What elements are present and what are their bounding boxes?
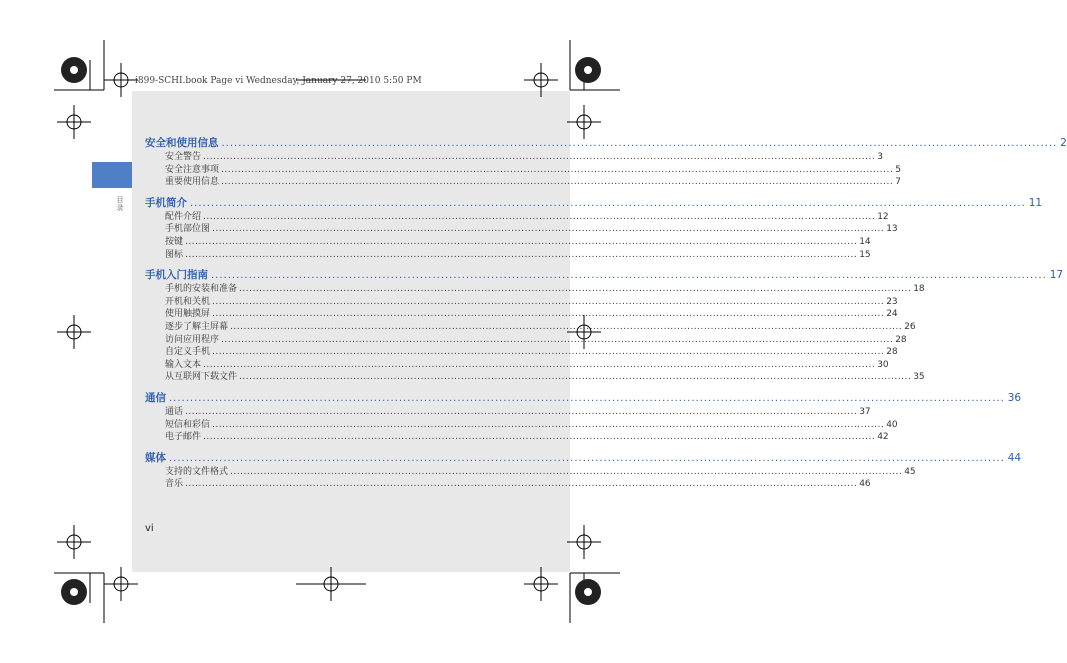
item-title: 配件介绍 xyxy=(165,211,202,222)
item-title: 重要使用信息 xyxy=(165,177,220,188)
item-page-number: 28 xyxy=(895,334,907,345)
leader-dots: ........................................................................................................................................................................................................ xyxy=(221,177,894,188)
leader-dots: ........................................................................................................................................................................................................ xyxy=(169,452,1005,464)
toc-item-entry[interactable] xyxy=(145,369,925,383)
toc-section-entry[interactable] xyxy=(145,267,1064,282)
item-page-number: 14 xyxy=(859,236,871,247)
item-title: 使用触摸屏 xyxy=(165,309,211,320)
item-page-number: 37 xyxy=(859,406,871,417)
toc-item-entry[interactable] xyxy=(145,174,901,188)
crosshair-mark xyxy=(567,105,601,139)
leader-dots: ........................................................................................................................................................................................................ xyxy=(211,270,1047,282)
item-title: 访问应用程序 xyxy=(165,334,220,345)
item-title: 逐步了解主屏幕 xyxy=(165,321,229,332)
leader-dots: ........................................................................................................................................................................................................ xyxy=(212,296,885,307)
leader-dots: ........................................................................................................................................................................................................ xyxy=(185,236,858,247)
section-title: 媒体 xyxy=(145,451,166,464)
item-page-number: 42 xyxy=(877,432,889,443)
item-title: 短信和彩信 xyxy=(165,419,211,430)
leader-dots: ........................................................................................................................................................................................................ xyxy=(203,211,876,222)
leader-dots: ........................................................................................................................................................................................................ xyxy=(212,224,885,235)
item-page-number: 40 xyxy=(886,419,898,430)
item-title: 按键 xyxy=(165,236,184,247)
item-page-number: 3 xyxy=(877,152,883,162)
toc-item-entry[interactable] xyxy=(145,162,901,175)
item-page-number: 12 xyxy=(877,211,889,222)
toc-section-entry[interactable] xyxy=(145,390,1022,404)
toc-item-entry[interactable] xyxy=(145,464,916,477)
leader-dots: ........................................................................................................................................................................................................ xyxy=(203,432,876,443)
section-page-number: 44 xyxy=(1007,451,1022,464)
leader-dots: ........................................................................................................................................................................................................ xyxy=(185,406,858,417)
toc-section xyxy=(145,195,1043,260)
item-page-number: 30 xyxy=(877,359,889,370)
section-title: 通信 xyxy=(145,391,166,404)
toc-section-entry[interactable] xyxy=(145,135,1067,149)
section-page-number: 11 xyxy=(1028,196,1043,209)
toc-item-entry[interactable] xyxy=(145,429,889,443)
item-page-number: 24 xyxy=(886,309,898,320)
leader-dots: ........................................................................................................................................................................................................ xyxy=(221,164,894,175)
crosshair-mark xyxy=(524,63,558,97)
crosshair-mark xyxy=(524,567,558,601)
toc-item-entry[interactable] xyxy=(145,234,871,247)
item-page-number: 45 xyxy=(904,466,916,477)
toc-item-entry[interactable] xyxy=(145,476,871,490)
item-title: 自定义手机 xyxy=(165,347,211,358)
leader-dots: ........................................................................................................................................................................................................ xyxy=(230,466,903,477)
toc-item-entry[interactable] xyxy=(145,319,916,332)
crosshair-mark xyxy=(104,63,138,97)
leader-dots: ........................................................................................................................................................................................................ xyxy=(230,321,903,332)
leader-dots: ........................................................................................................................................................................................................ xyxy=(239,372,912,383)
leader-dots: ........................................................................................................................................................................................................ xyxy=(239,284,912,295)
leader-dots: ........................................................................................................................................................................................................ xyxy=(185,479,858,490)
footer-page-number: vi xyxy=(145,523,154,534)
toc-item-entry[interactable] xyxy=(145,344,898,358)
item-title: 手机部位图 xyxy=(165,224,211,235)
toc-section-entry[interactable] xyxy=(145,450,1022,464)
toc-item-entry[interactable] xyxy=(145,221,898,235)
leader-dots: ........................................................................................................................................................................................................ xyxy=(212,419,885,430)
toc-item-entry[interactable] xyxy=(145,332,907,345)
toc-item-entry[interactable] xyxy=(145,209,889,222)
item-title: 手机的安装和准备 xyxy=(165,284,238,295)
leader-dots: ........................................................................................................................................................................................................ xyxy=(221,138,1058,149)
crosshair-mark xyxy=(57,105,91,139)
leader-dots: ........................................................................................................................................................................................................ xyxy=(203,359,876,370)
section-page-number: 2 xyxy=(1060,137,1067,149)
item-title: 输入文本 xyxy=(165,359,202,370)
toc-item-entry[interactable] xyxy=(145,417,898,430)
leader-dots: ........................................................................................................................................................................................................ xyxy=(169,392,1005,404)
item-page-number: 18 xyxy=(913,284,925,295)
table-of-contents xyxy=(145,135,1067,497)
chapter-tab-label: 目录 xyxy=(116,196,124,212)
crosshair-mark xyxy=(567,525,601,559)
section-title: 手机简介 xyxy=(145,196,187,209)
item-page-number: 23 xyxy=(886,296,898,307)
item-title: 通话 xyxy=(165,406,184,417)
item-page-number: 46 xyxy=(859,479,871,490)
toc-item-entry[interactable] xyxy=(145,281,925,295)
toc-section xyxy=(145,267,1064,383)
toc-item-entry[interactable] xyxy=(145,404,871,417)
crosshair-mark xyxy=(104,567,138,601)
item-title: 电子邮件 xyxy=(165,432,202,443)
toc-section xyxy=(145,450,1022,490)
toc-item-entry[interactable] xyxy=(145,357,889,370)
crosshair-mark xyxy=(296,567,366,601)
section-title: 手机入门指南 xyxy=(145,269,208,282)
leader-dots: ........................................................................................................................................................................................................ xyxy=(221,334,894,345)
leader-dots: ........................................................................................................................................................................................................ xyxy=(185,249,858,260)
toc-section-entry[interactable] xyxy=(145,195,1043,209)
leader-dots: ........................................................................................................................................................................................................ xyxy=(203,152,876,162)
crosshair-mark xyxy=(57,315,91,349)
section-page-number: 17 xyxy=(1049,269,1064,282)
item-page-number: 35 xyxy=(913,372,925,383)
item-page-number: 15 xyxy=(859,249,871,260)
toc-item-entry[interactable] xyxy=(145,306,898,320)
item-title: 图标 xyxy=(165,249,184,260)
item-title: 从互联网下载文件 xyxy=(165,372,238,383)
leader-dots: ........................................................................................................................................................................................................ xyxy=(212,309,885,320)
toc-item-entry[interactable] xyxy=(145,149,883,162)
toc-item-entry[interactable] xyxy=(145,247,871,260)
print-header: i899-SCHI.book Page vi Wednesday, January 27, 2010 5:50 PM xyxy=(135,76,422,86)
toc-item-entry[interactable] xyxy=(145,294,898,307)
leader-dots: ........................................................................................................................................................................................................ xyxy=(190,197,1026,209)
item-title: 安全警告 xyxy=(165,152,202,162)
toc-section xyxy=(145,390,1022,443)
leader-dots: ........................................................................................................................................................................................................ xyxy=(212,347,885,358)
section-page-number: 36 xyxy=(1007,391,1022,404)
item-title: 开机和关机 xyxy=(165,296,211,307)
item-page-number: 7 xyxy=(895,177,901,188)
crosshair-mark xyxy=(57,525,91,559)
item-title: 支持的文件格式 xyxy=(165,466,229,477)
item-title: 安全注意事项 xyxy=(165,164,220,175)
toc-section xyxy=(145,135,1067,188)
item-page-number: 26 xyxy=(904,321,916,332)
item-title: 音乐 xyxy=(165,479,184,490)
item-page-number: 5 xyxy=(895,164,901,175)
item-page-number: 28 xyxy=(886,347,898,358)
section-title: 安全和使用信息 xyxy=(145,137,219,149)
item-page-number: 13 xyxy=(886,224,898,235)
